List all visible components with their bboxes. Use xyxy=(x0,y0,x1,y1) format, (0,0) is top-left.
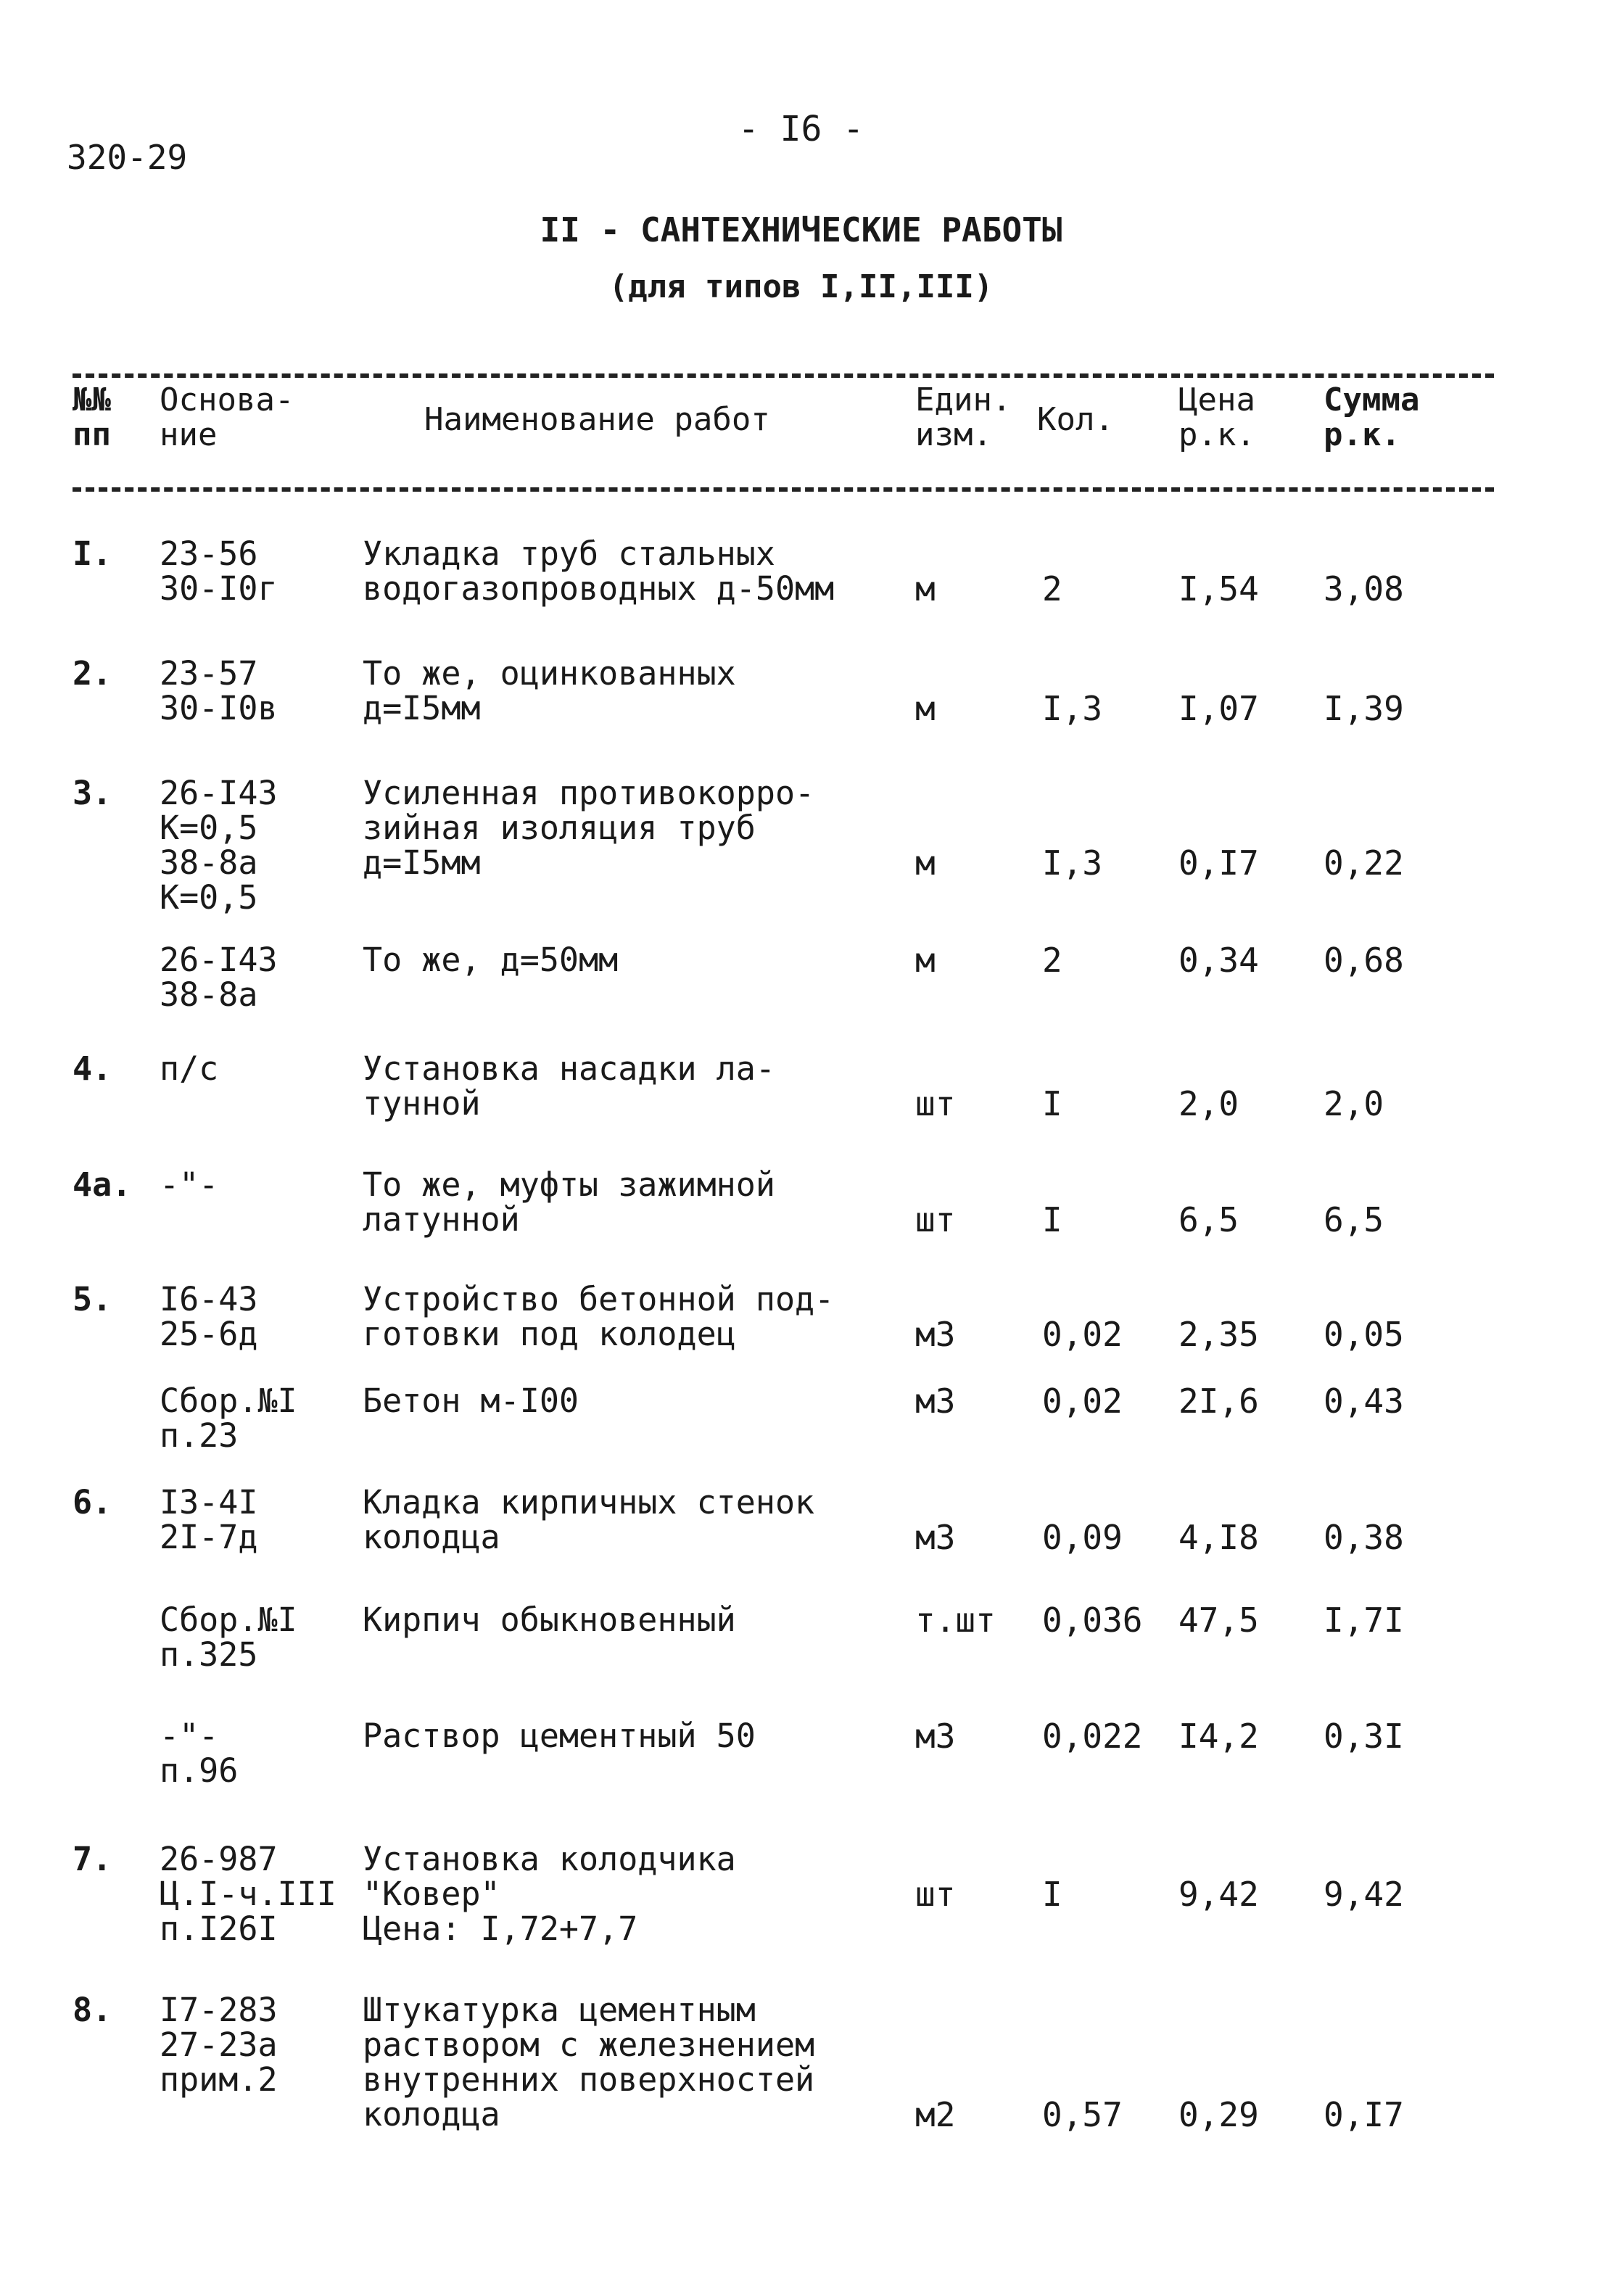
row-number: 2. xyxy=(73,654,112,693)
row-sum: I,39 xyxy=(1324,689,1404,728)
row-unit: шт xyxy=(915,1200,956,1239)
row-quantity: 0,036 xyxy=(1042,1601,1143,1640)
row-price: I4,2 xyxy=(1178,1717,1259,1756)
section-title: II - САНТЕХНИЧЕСКИЕ РАБОТЫ xyxy=(540,210,1062,249)
row-unit: т.шт xyxy=(915,1601,996,1640)
row-quantity: 0,09 xyxy=(1042,1518,1123,1557)
row-sum: 2,0 xyxy=(1324,1084,1384,1123)
row-sum: 0,38 xyxy=(1324,1518,1404,1557)
row-sum: 0,3I xyxy=(1324,1717,1404,1756)
row-unit: м3 xyxy=(915,1315,956,1354)
row-basis: Сбор.№I п.23 xyxy=(160,1382,297,1455)
row-price: 2I,6 xyxy=(1178,1382,1259,1421)
row-price: 2,35 xyxy=(1178,1315,1259,1354)
row-sum: 3,08 xyxy=(1324,569,1404,608)
header-unit: Един. изм. xyxy=(915,381,1012,453)
header-price: Цена р.к. xyxy=(1178,381,1255,453)
row-unit: м3 xyxy=(915,1382,956,1421)
row-unit: м xyxy=(915,843,936,883)
row-work-name: Усиленная противокорро- зийная изоляция труб д=I5мм xyxy=(363,774,815,882)
row-basis: 23-56 30-I0г xyxy=(160,534,278,608)
row-price: 2,0 xyxy=(1178,1084,1239,1123)
row-work-name: Бетон м-I00 xyxy=(363,1382,579,1420)
row-basis: Сбор.№I п.325 xyxy=(160,1601,297,1674)
row-price: 0,34 xyxy=(1178,941,1259,980)
row-unit: м xyxy=(915,569,936,608)
header-num: №№ пп xyxy=(73,381,111,453)
row-basis: -"- п.96 xyxy=(160,1717,239,1790)
row-basis: 26-I43 38-8а xyxy=(160,941,278,1014)
row-price: 0,I7 xyxy=(1178,843,1259,883)
section-subtitle: (для типов I,II,III) xyxy=(608,268,994,305)
row-number: 4. xyxy=(73,1049,112,1088)
row-basis: -"- xyxy=(160,1165,219,1204)
row-work-name: Штукатурка цементным раствором с железнением внутренних поверхностей колодца xyxy=(363,1991,815,2134)
row-basis: 26-987 Ц.I-ч.III п.I26I xyxy=(160,1840,336,1948)
row-work-name: Укладка труб стальных водогазопроводных д-50мм xyxy=(363,534,835,608)
row-quantity: I,3 xyxy=(1042,843,1103,883)
row-quantity: 2 xyxy=(1042,569,1062,608)
document-code: 320-29 xyxy=(67,138,188,177)
row-sum: 9,42 xyxy=(1324,1875,1404,1914)
row-price: 9,42 xyxy=(1178,1875,1259,1914)
row-work-name: То же, муфты зажимной латунной xyxy=(363,1165,775,1239)
row-price: 0,29 xyxy=(1178,2095,1259,2134)
row-price: I,54 xyxy=(1178,569,1259,608)
row-basis: п/с xyxy=(160,1049,219,1088)
row-quantity: 0,02 xyxy=(1042,1382,1123,1421)
row-work-name: Кладка кирпичных стенок колодца xyxy=(363,1483,815,1556)
row-work-name: То же, оцинкованных д=I5мм xyxy=(363,654,736,727)
row-work-name: Установка насадки ла- тунной xyxy=(363,1049,775,1123)
row-basis: 23-57 30-I0в xyxy=(160,654,278,727)
header-qty: Кол. xyxy=(1037,401,1114,438)
header-name: Наименование работ xyxy=(424,401,770,438)
row-price: 47,5 xyxy=(1178,1601,1259,1640)
row-price: 4,I8 xyxy=(1178,1518,1259,1557)
row-unit: м xyxy=(915,941,936,980)
row-basis: I3-4I 2I-7д xyxy=(160,1483,258,1556)
row-basis: I6-43 25-6д xyxy=(160,1280,258,1353)
row-price: I,07 xyxy=(1178,689,1259,728)
row-work-name: То же, д=50мм xyxy=(363,941,619,979)
row-quantity: 0,57 xyxy=(1042,2095,1123,2134)
row-quantity: 0,02 xyxy=(1042,1315,1123,1354)
row-number: 8. xyxy=(73,1991,112,2029)
row-quantity: I xyxy=(1042,1875,1062,1914)
header-sum: Сумма р.к. xyxy=(1324,381,1420,453)
page-number: - I6 - xyxy=(738,109,864,149)
table-top-rule xyxy=(73,373,1494,378)
row-sum: I,7I xyxy=(1324,1601,1404,1640)
row-sum: 0,22 xyxy=(1324,843,1404,883)
row-unit: шт xyxy=(915,1084,956,1123)
row-number: 6. xyxy=(73,1483,112,1521)
header-basis: Основа- ние xyxy=(160,381,294,453)
row-unit: м3 xyxy=(915,1717,956,1756)
row-sum: 6,5 xyxy=(1324,1200,1384,1239)
row-unit: м xyxy=(915,689,936,728)
row-basis: 26-I43 К=0,5 38-8а К=0,5 xyxy=(160,774,278,917)
row-price: 6,5 xyxy=(1178,1200,1239,1239)
row-unit: м3 xyxy=(915,1518,956,1557)
row-work-name: Раствор цементный 50 xyxy=(363,1717,756,1755)
row-unit: шт xyxy=(915,1875,956,1914)
row-number: 3. xyxy=(73,774,112,812)
row-sum: 0,68 xyxy=(1324,941,1404,980)
row-sum: 0,I7 xyxy=(1324,2095,1404,2134)
row-quantity: I,3 xyxy=(1042,689,1103,728)
row-number: I. xyxy=(73,534,112,573)
row-work-name: Кирпич обыкновенный xyxy=(363,1601,736,1639)
row-basis: I7-283 27-23а прим.2 xyxy=(160,1991,278,2099)
row-number: 5. xyxy=(73,1280,112,1318)
row-sum: 0,05 xyxy=(1324,1315,1404,1354)
row-quantity: I xyxy=(1042,1200,1062,1239)
row-work-name: Установка колодчика "Ковер" Цена: I,72+7,7 xyxy=(363,1840,736,1948)
row-sum: 0,43 xyxy=(1324,1382,1404,1421)
row-work-name: Устройство бетонной под- готовки под колодец xyxy=(363,1280,835,1353)
row-quantity: 2 xyxy=(1042,941,1062,980)
row-unit: м2 xyxy=(915,2095,956,2134)
row-number: 7. xyxy=(73,1840,112,1878)
row-quantity: 0,022 xyxy=(1042,1717,1143,1756)
row-number: 4а. xyxy=(73,1165,132,1204)
table-header-rule xyxy=(73,487,1494,492)
row-quantity: I xyxy=(1042,1084,1062,1123)
